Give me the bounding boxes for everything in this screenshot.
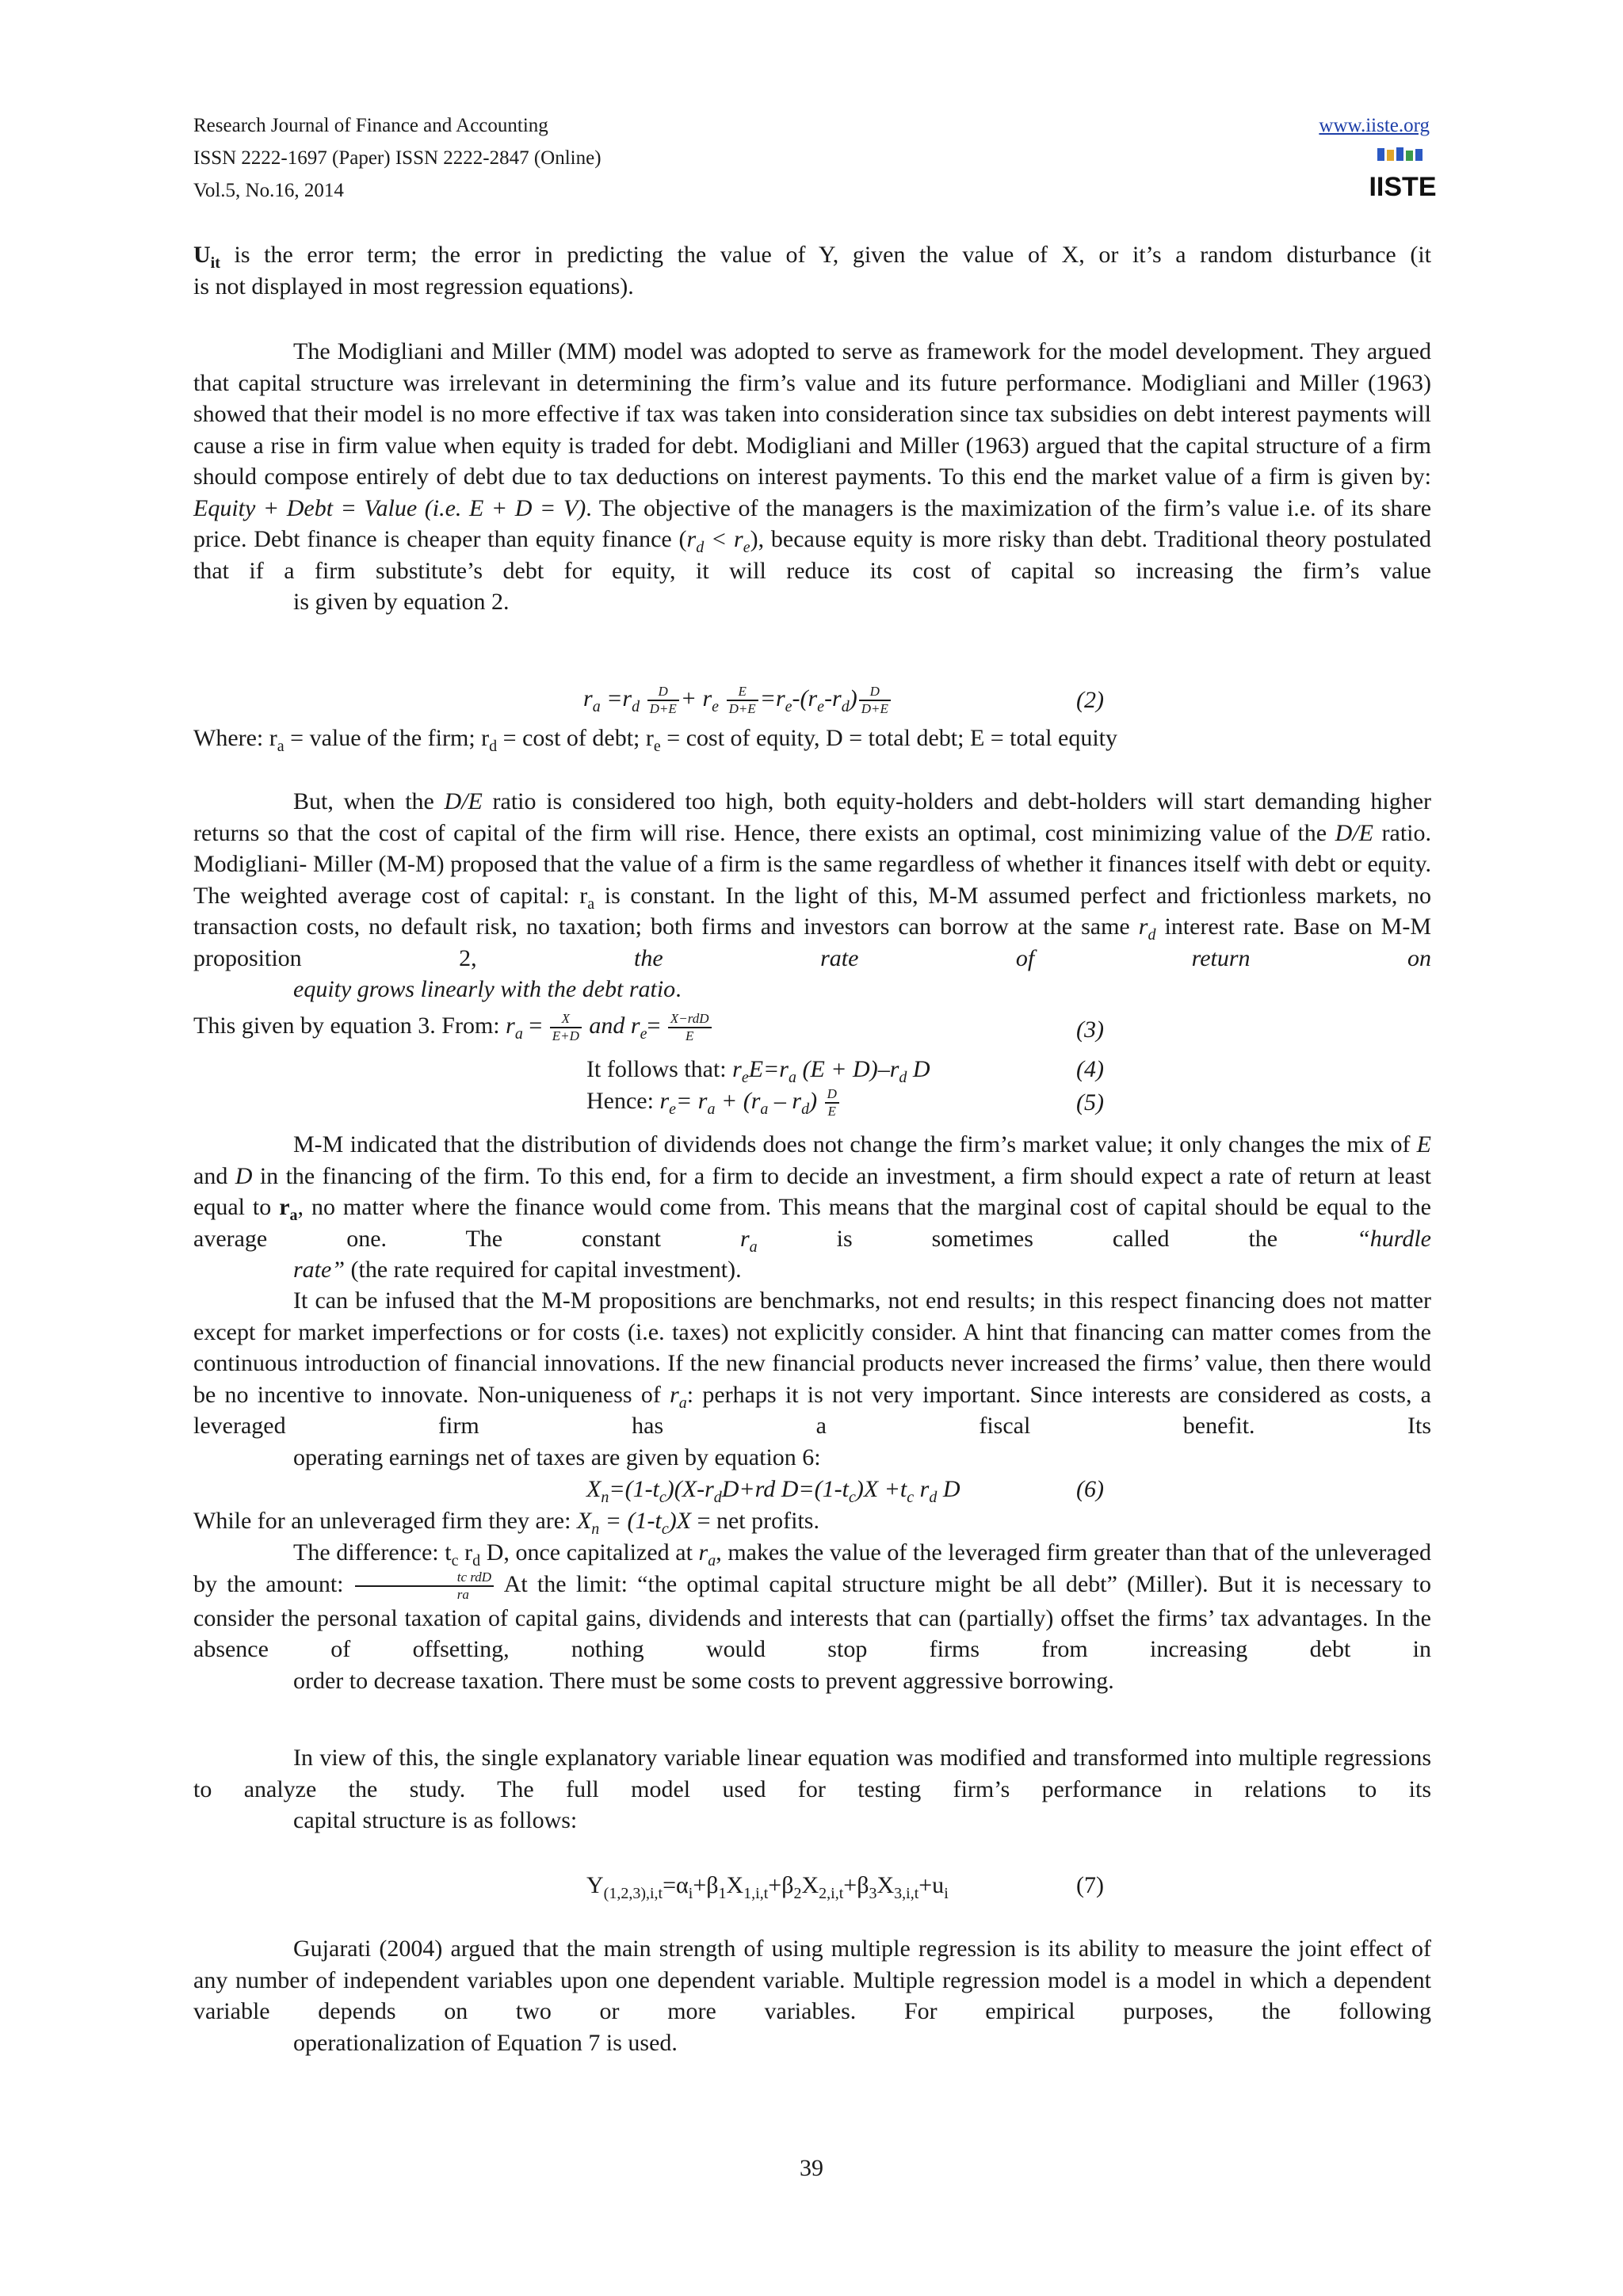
equation-3: This given by equation 3. From: $r_a$ = $\frac{X}{E+D}$ and $r_e=$ $\frac{\text{X−rdD}}{E}$ <box>193 1010 713 1044</box>
paragraph-gujarati: Gujarati (2004) argued that the main strength of using multiple regression is its ability to measure the joint effect of any number of independent variables upon one dependent variable. Multiple regression model is a model in which a dependent variable depends on two or more variables. For empirical purposes, the following operationalization of Equation 7 is used. <box>193 1936 1432 2056</box>
logo-text: IISTE <box>1369 172 1437 202</box>
paragraph-dividends: M-M indicated that the distribution of dividends does not change the firm’s market value; it only changes the mix of E and D in the financing of the firm. To this end, for a firm to decide an investment, a firm should expect a rate of return at least equal to $r_a$, no matter where the finance would come from. This means that the marginal cost of capital should be equal to the average one. The constant $r_a$ is sometimes called the “hurdle rate” (the rate required for capital investment). <box>193 1131 1432 1283</box>
page-number: 39 <box>800 2155 823 2181</box>
paragraph-difference: The difference: $t_c$ $r_d$ D, once capitalized at $r_a$, makes the value of the leveraged firm greater than that of the unleveraged by the amount: $\frac{\text{tc rdD}}{ra}$ At the limit: “the optimal capital structure might be all debt” (Miller). But it is necessary to consider the personal taxation of capital gains, dividends and interests that can (partially) offset the firms’ tax advantages. In the absence of offsetting, nothing would stop firms from increasing debt in order to decrease taxation. There must be some costs to prevent aggressive borrowing. <box>193 1539 1431 1694</box>
iiste-logo-icon <box>1369 147 1437 205</box>
equation-5: Hence: $r_e= r_a + (r_a - r_d)$ $\frac{D}{E}$ <box>586 1085 841 1119</box>
equation-7: $Y_{(1,2,3),i,t}=\alpha_i+\beta_1X_{1,i,t}+\beta_2X_{2,i,t}+\beta_3X_{3,i,t}+u_i$ <box>586 1872 949 1902</box>
equation-6-number: (6) <box>1076 1476 1104 1502</box>
journal-url-link[interactable]: www.iiste.org <box>1319 115 1430 136</box>
issn-line: ISSN 2222-1697 (Paper) ISSN 2222-2847 (Online) <box>193 147 601 169</box>
paragraph-benchmarks: It can be infused that the M-M propositions are benchmarks, not end results; in this respect financing does not matter except for market imperfections or for costs (i.e. taxes) not explicitly consider. A hint that financing can matter comes from the continuous introduction of financial innovations. If the new financial products never increased the firms’ value, then there would be no incentive to innovate. Non-uniqueness of $r_a$: perhaps it is not very important. Since interests are considered as costs, a leveraged firm has a fiscal benefit. Its operating earnings net of taxes are given by equation 6: <box>193 1287 1432 1470</box>
equation-6: $X_n=(1-t_c)(X-r_dD+rd$ $D=(1-t_c)X +t_c$ $r_d$ D <box>586 1476 960 1506</box>
equation-4: It follows that: $r_eE=r_a$ $(E + D)-r_d$ D <box>586 1056 930 1086</box>
paragraph-error-term: $U_{it}$ is the error term; the error in predicting the value of Y, given the value of X, or it’s a random disturbance (it is not displayed in most regression equations). <box>193 242 1431 299</box>
tax-shield-fraction: $\frac{\text{tc rdD}}{ra}$ <box>355 1569 494 1603</box>
equation-4-number: (4) <box>1076 1056 1104 1082</box>
equation-2-number: (2) <box>1076 687 1104 713</box>
equation-3-number: (3) <box>1076 1016 1104 1043</box>
where-definitions: Where: $r_a$ = value of the firm; $r_d = \cos t$ of debt; $r_e = \cos t$ of equity, D = total debt; E = total equity <box>193 725 1117 755</box>
equation-5-number: (5) <box>1076 1089 1104 1116</box>
journal-title: Research Journal of Finance and Accounting <box>193 115 548 136</box>
equation-7-number: (7) <box>1076 1872 1104 1898</box>
volume-line: Vol.5, No.16, 2014 <box>193 180 344 201</box>
paragraph-mm-model: The Modigliani and Miller (MM) model was adopted to serve as framework for the model development. They argued that capital structure was irrelevant in determining the firm’s value and its future performance. Modigliani and Miller (1963) showed that their model is no more effective if tax was taken into consideration since tax subsidies on debt interest payments will cause a rise in firm value when equity is traded for debt. Modigliani and Miller (1963) argued that the capital structure of a firm should compose entirely of debt due to tax deductions on interest payments. To this end the market value of a firm is given by: Equity + Debt = Value (i.e. E + D = V). The objective of the managers is the maximization of the firm’s value i.e. of its share price. Debt finance is cheaper than equity finance $(r_d < r_e)$, because equity is more risky than debt. Traditional theory postulated that if a firm substitute’s debt for equity, it will reduce its cost of capital so increasing the firm’s value is given by equation 2. <box>193 338 1432 615</box>
paragraph-de-ratio: But, when the D/E ratio is considered too high, both equity-holders and debt-holders will start demanding higher returns so that the cost of capital of the firm will rise. Hence, there exists an optimal, cost minimizing value of the D/E ratio. Modigliani- Miller (M-M) proposed that the value of a firm is the same regardless of whether it finances itself with debt or equity. The weighted average cost of capital: $r_a$ is constant. In the light of this, M-M assumed perfect and frictionless markets, no transaction costs, no default risk, no taxation; both firms and investors can borrow at the same $r_d$ interest rate. Base on M-M proposition 2, the rate of return on equity grows linearly with the debt ratio. <box>193 788 1432 1002</box>
unleveraged-line: While for an unleveraged firm they are: $X_n = (1-t_c)X$ = net profits. <box>193 1508 819 1538</box>
paragraph-multiple-regressions: In view of this, the single explanatory variable linear equation was modified and transformed into multiple regressions to analyze the study. The full model used for testing firm’s performance in relations to its capital structure is as follows: <box>193 1745 1431 1833</box>
equation-2: $r_a =r_d$ $\frac{D}{D+E}$ + $r_e$ $\frac{E}{D+E}$ $=r_e-(r_e-r_d)$ $\frac{D}{D+E}$ <box>583 683 892 717</box>
